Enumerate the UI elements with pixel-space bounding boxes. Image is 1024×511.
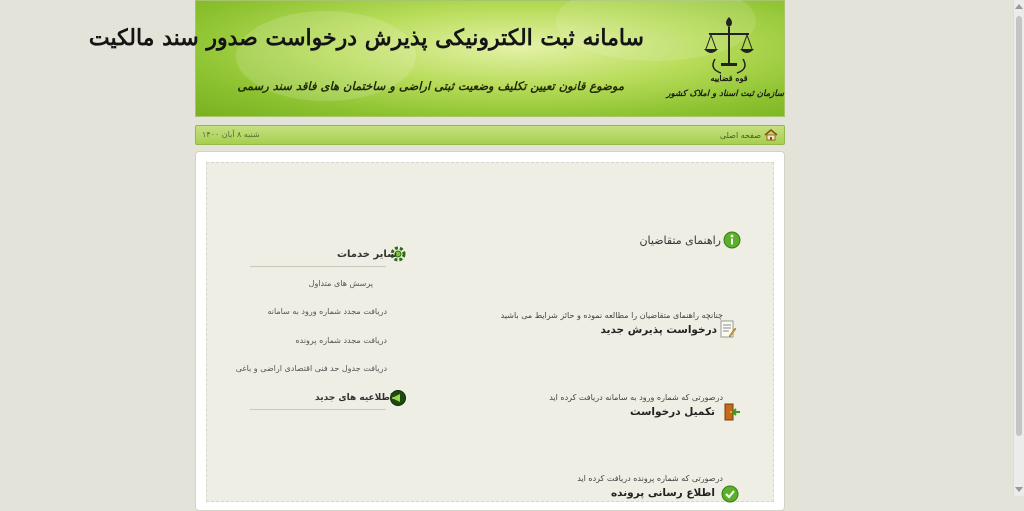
home-label: صفحه اصلی <box>719 130 761 140</box>
page-container <box>88 0 785 499</box>
scroll-down-icon[interactable] <box>1015 487 1023 492</box>
judiciary-label: قوه قضاییه <box>710 73 748 83</box>
organization-name: سازمان ثبت اسناد و املاک کشور <box>666 89 784 99</box>
home-icon <box>764 129 778 141</box>
applicant-guide-link[interactable]: راهنمای متقاضیان <box>639 234 721 247</box>
content-panel <box>206 162 774 502</box>
banner-subtitle: موضوع قانون تعیین تکلیف وضعیت ثبتی اراضی و ساختمان های فاقد سند رسمی <box>237 79 624 93</box>
page-scrollbar[interactable] <box>1013 0 1024 496</box>
scales-of-justice-icon <box>701 13 757 77</box>
service-link-faq[interactable]: پرسش های متداول <box>308 279 373 288</box>
current-date: شنبه ۸ آبان ۱۴۰۰ <box>202 130 260 139</box>
file-notification-link[interactable]: اطلاع رسانی پرونده <box>610 487 715 499</box>
service-link-file-number[interactable]: دریافت مجدد شماره پرونده <box>295 336 387 345</box>
complete-request-description: درصورتی که شماره ورود به سامانه دریافت کرده اید <box>549 393 723 402</box>
service-link-login-number[interactable]: دریافت مجدد شماره ورود به سامانه <box>267 307 387 316</box>
breadcrumb-bar <box>195 125 785 145</box>
new-request-description: چنانچه راهنمای متقاضیان را مطالعه نموده و حائز شرایط می باشید <box>500 311 723 320</box>
scroll-up-icon[interactable] <box>1015 4 1023 9</box>
door-enter-icon[interactable] <box>723 403 741 421</box>
complete-request-link[interactable]: تکمیل درخواست <box>629 406 715 418</box>
content-card <box>195 151 785 511</box>
service-link-tech-table[interactable]: دریافت جدول حد فنی اقتصادی اراضی و باغی <box>235 364 387 373</box>
new-request-link[interactable]: درخواست پذیرش جدید <box>600 324 717 336</box>
banner-title: سامانه ثبت الکترونیکی پذیرش درخواست صدور سند مالکیت <box>88 25 644 51</box>
info-icon[interactable] <box>723 231 741 249</box>
header-banner <box>88 0 785 117</box>
checkmark-icon[interactable] <box>721 485 739 503</box>
announcements-title: اطلاعیه های جدید <box>315 393 394 403</box>
announcements-divider <box>250 409 386 410</box>
document-edit-icon[interactable] <box>719 320 737 338</box>
services-divider <box>250 266 386 267</box>
other-services-title: سایر خدمات <box>337 249 398 260</box>
file-notification-description: درصورتی که شماره پرونده دریافت کرده اید <box>577 474 723 483</box>
scrollbar-thumb[interactable] <box>1016 16 1022 436</box>
home-link[interactable] <box>720 129 778 141</box>
